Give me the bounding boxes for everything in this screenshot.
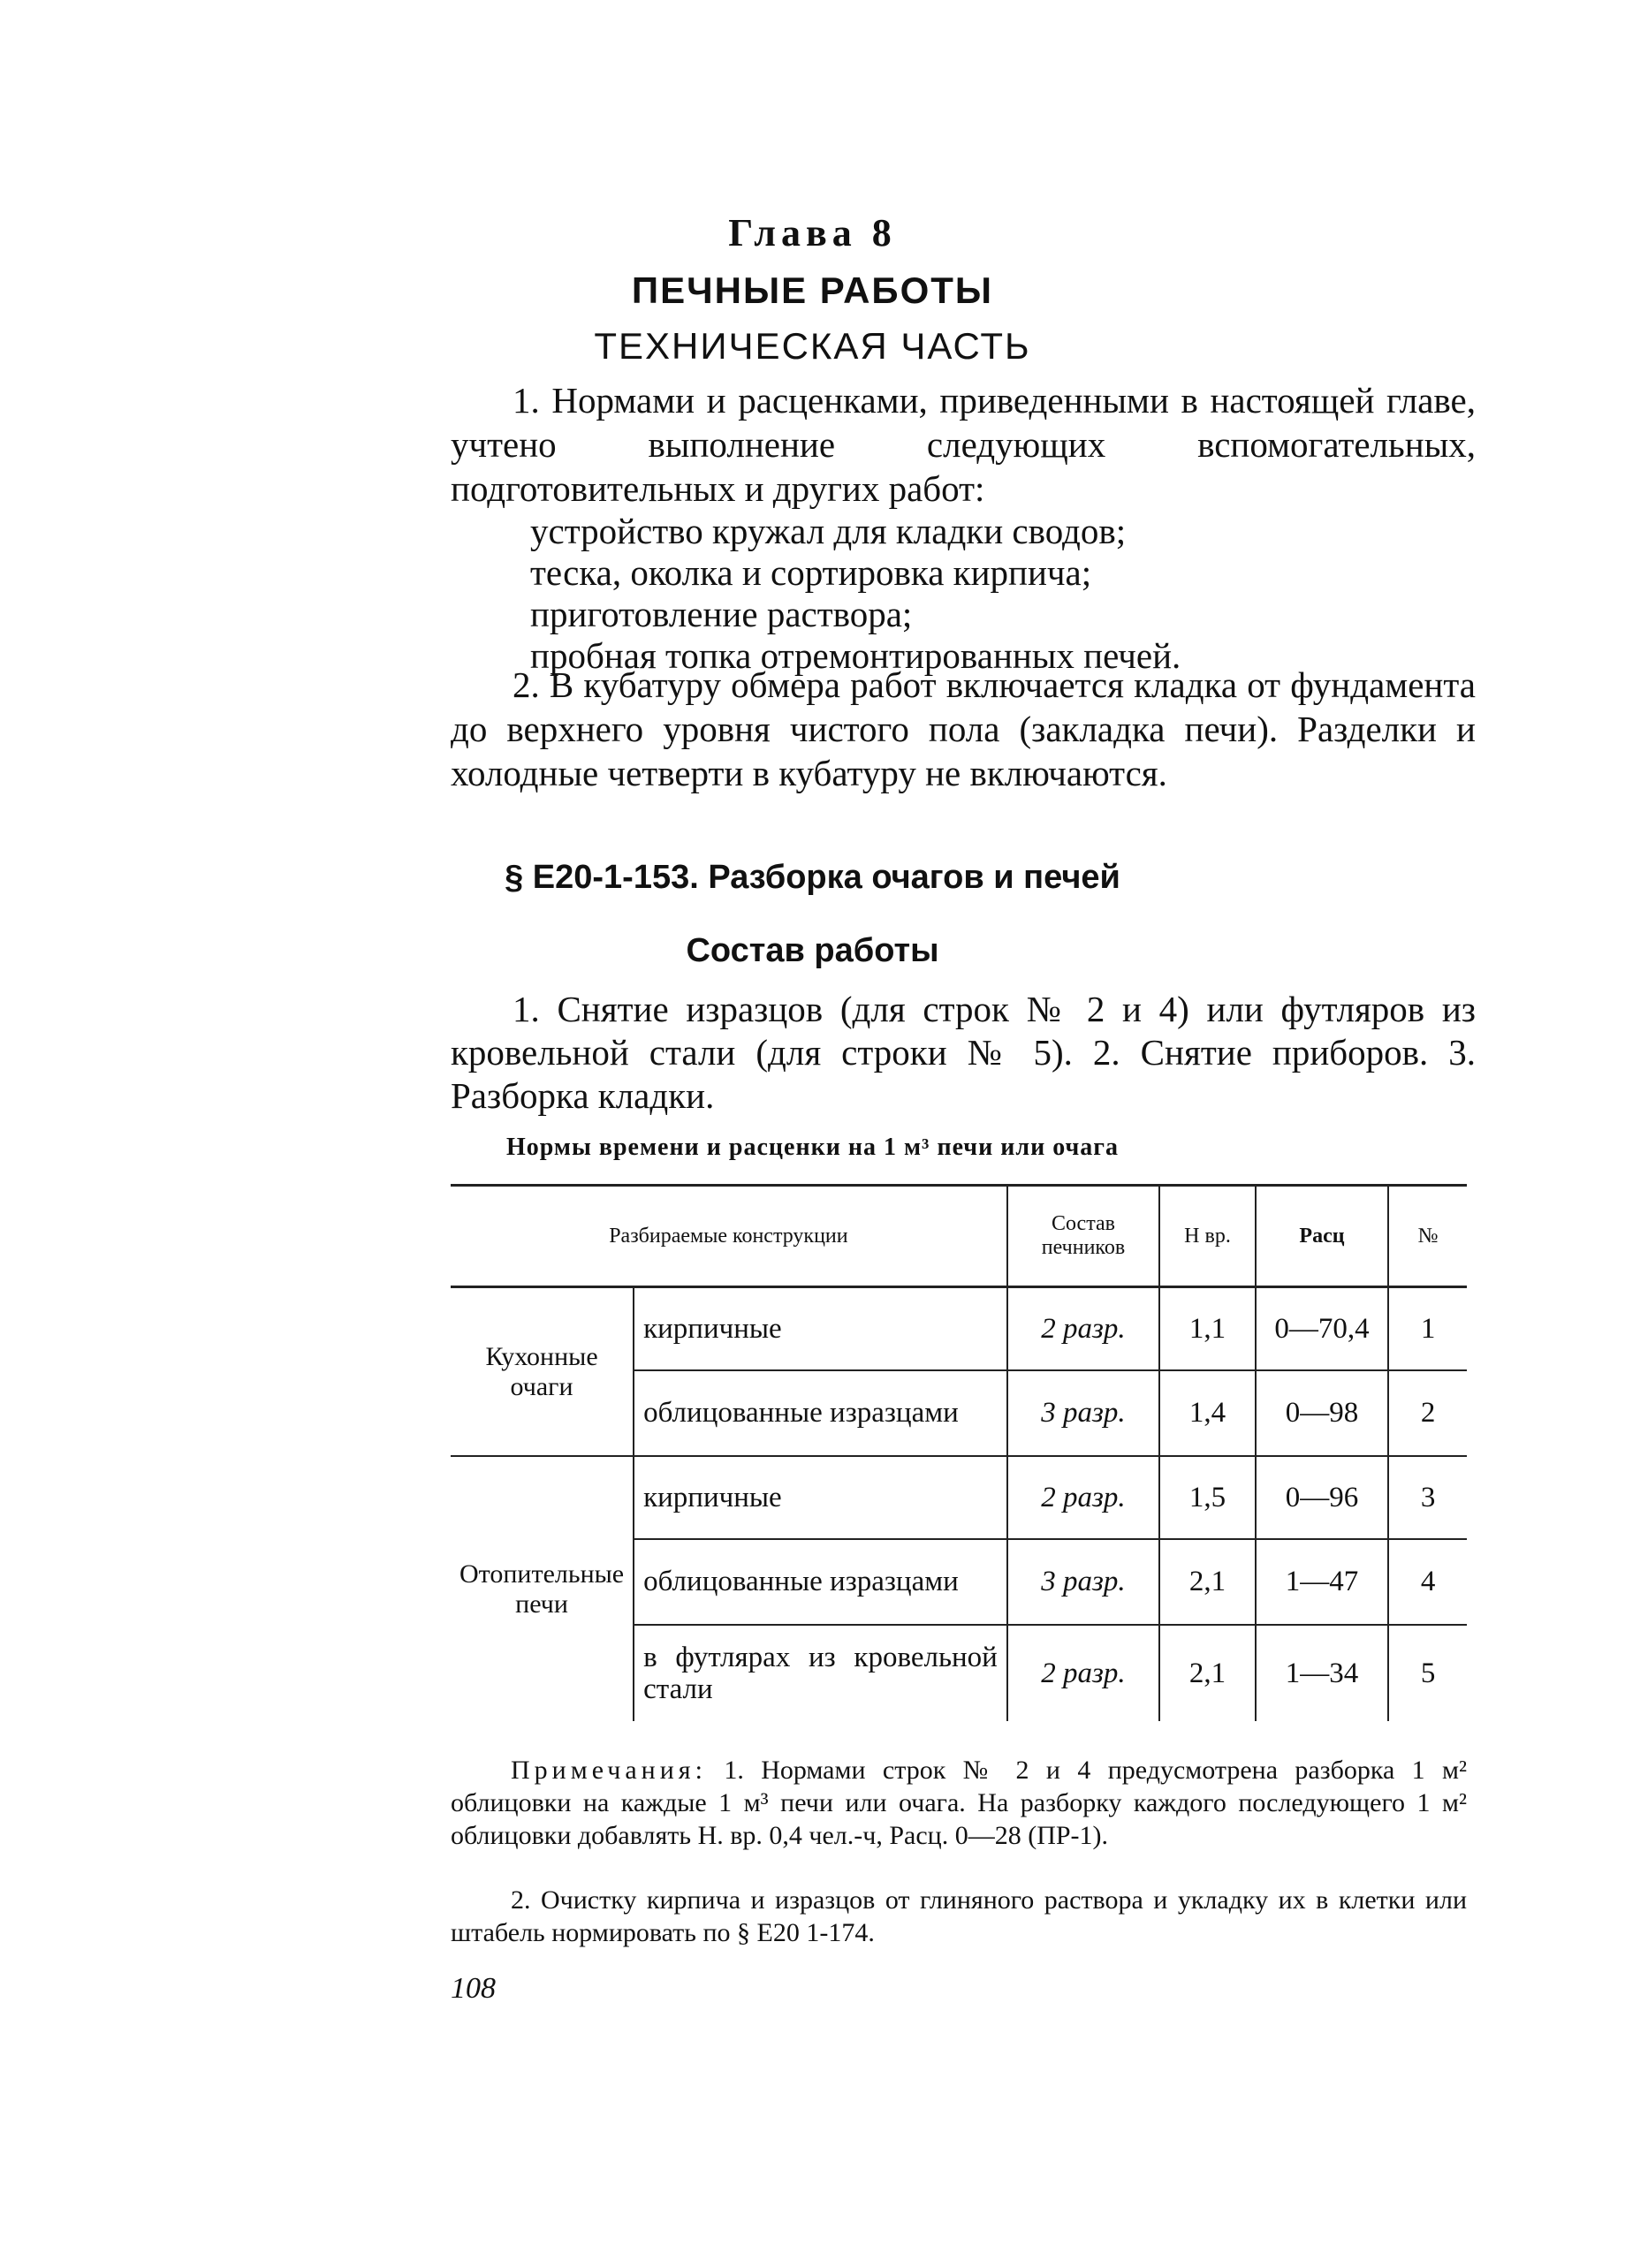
- paragraph-2: 2. В кубатуру обмера работ включается кладка от фундамента до верхнего уровня чистого пола (закладка печи). Разделки и холодные четверти в кубатуру не включаются.: [451, 664, 1476, 793]
- construction-type: кирпичные: [634, 1287, 1007, 1371]
- group-heating-stoves: Отопительные печи: [459, 1559, 625, 1619]
- page-number: 108: [451, 1972, 496, 2005]
- list-item: пробная топка отремонтированных печей.: [530, 635, 1181, 676]
- time-cell: 1,1: [1159, 1287, 1256, 1371]
- row-number-cell: 3: [1388, 1456, 1467, 1539]
- note-1: [451, 1754, 1467, 1852]
- construction-type: облицованные изразцами: [634, 1539, 1007, 1625]
- header-crew: Состав печников: [1007, 1186, 1159, 1287]
- header-construction: Разбираемые конструкции: [451, 1186, 1007, 1287]
- list-item: устройство кружал для кладки сводов;: [530, 511, 1127, 551]
- list-item: приготовление раствора;: [530, 594, 913, 634]
- norms-table: [451, 1184, 1467, 1721]
- row-number-cell: 4: [1388, 1539, 1467, 1625]
- note-1-text: 1. Нормами строк № 2 и 4 предусмотрена разборка 1 м² облицовки на каждые 1 м³ печи или очага. На разборку каждого последующего 1 м² облицовки добавлять Н. вр. 0,4 чел.-ч, Расц. 0—28 (ПР-1).: [451, 1756, 1468, 1850]
- price-cell: 0—70,4: [1256, 1287, 1388, 1371]
- table-row: [451, 1287, 1467, 1371]
- chapter-heading: Глава 8: [728, 211, 897, 254]
- time-cell: 1,4: [1159, 1370, 1256, 1456]
- header-number: №: [1388, 1186, 1467, 1287]
- price-cell: 0—98: [1256, 1370, 1388, 1456]
- time-cell: 2,1: [1159, 1625, 1256, 1721]
- note-2: 2. Очистку кирпича и изразцов от глиняного раствора и укладку их в клетки или штабель нормировать по § Е20 1-174.: [451, 1885, 1467, 1947]
- crew-cell: 2 разр.: [1007, 1456, 1159, 1539]
- table-caption: Нормы времени и расценки на 1 м³ печи или очага: [506, 1134, 1119, 1161]
- header-price: Расц: [1256, 1186, 1388, 1287]
- composition-text: 1. Снятие изразцов (для строк № 2 и 4) или футляров из кровельной стали (для строки № 5). 2. Снятие приборов. 3. Разборка кладки.: [451, 989, 1476, 1116]
- chapter-title: ПЕЧНЫЕ РАБОТЫ: [631, 269, 994, 311]
- section-heading: § Е20-1-153. Разборка очагов и печей: [505, 859, 1120, 896]
- construction-type: кирпичные: [634, 1456, 1007, 1539]
- row-number-cell: 1: [1388, 1287, 1467, 1371]
- list-item: теска, околка и сортировка кирпича;: [530, 552, 1092, 593]
- price-cell: 1—34: [1256, 1625, 1388, 1721]
- time-cell: 2,1: [1159, 1539, 1256, 1625]
- time-cell: 1,5: [1159, 1456, 1256, 1539]
- header-time: Н вр.: [1159, 1186, 1256, 1287]
- auxiliary-works-list: [530, 511, 1181, 677]
- construction-type: облицованные изразцами: [634, 1370, 1007, 1456]
- group-kitchen-hearths: Кухонные очаги: [451, 1287, 634, 1457]
- paragraph-1: 1. Нормами и расценками, приведенными в настоящей главе, учтено выполнение следующих вспомогательных, подготовительных и других работ:: [451, 380, 1476, 509]
- composition-heading: Состав работы: [686, 932, 939, 969]
- crew-cell: 3 разр.: [1007, 1370, 1159, 1456]
- table-row: [451, 1456, 1467, 1539]
- crew-cell: 3 разр.: [1007, 1539, 1159, 1625]
- price-cell: 1—47: [1256, 1539, 1388, 1625]
- crew-cell: 2 разр.: [1007, 1625, 1159, 1721]
- row-number-cell: 5: [1388, 1625, 1467, 1721]
- crew-cell: 2 разр.: [1007, 1287, 1159, 1371]
- construction-type: в футлярах из кровельной стали: [634, 1625, 1007, 1721]
- row-number-cell: 2: [1388, 1370, 1467, 1456]
- notes-label: Примечания:: [511, 1756, 707, 1785]
- price-cell: 0—96: [1256, 1456, 1388, 1539]
- technical-part-heading: ТЕХНИЧЕСКАЯ ЧАСТЬ: [594, 325, 1031, 367]
